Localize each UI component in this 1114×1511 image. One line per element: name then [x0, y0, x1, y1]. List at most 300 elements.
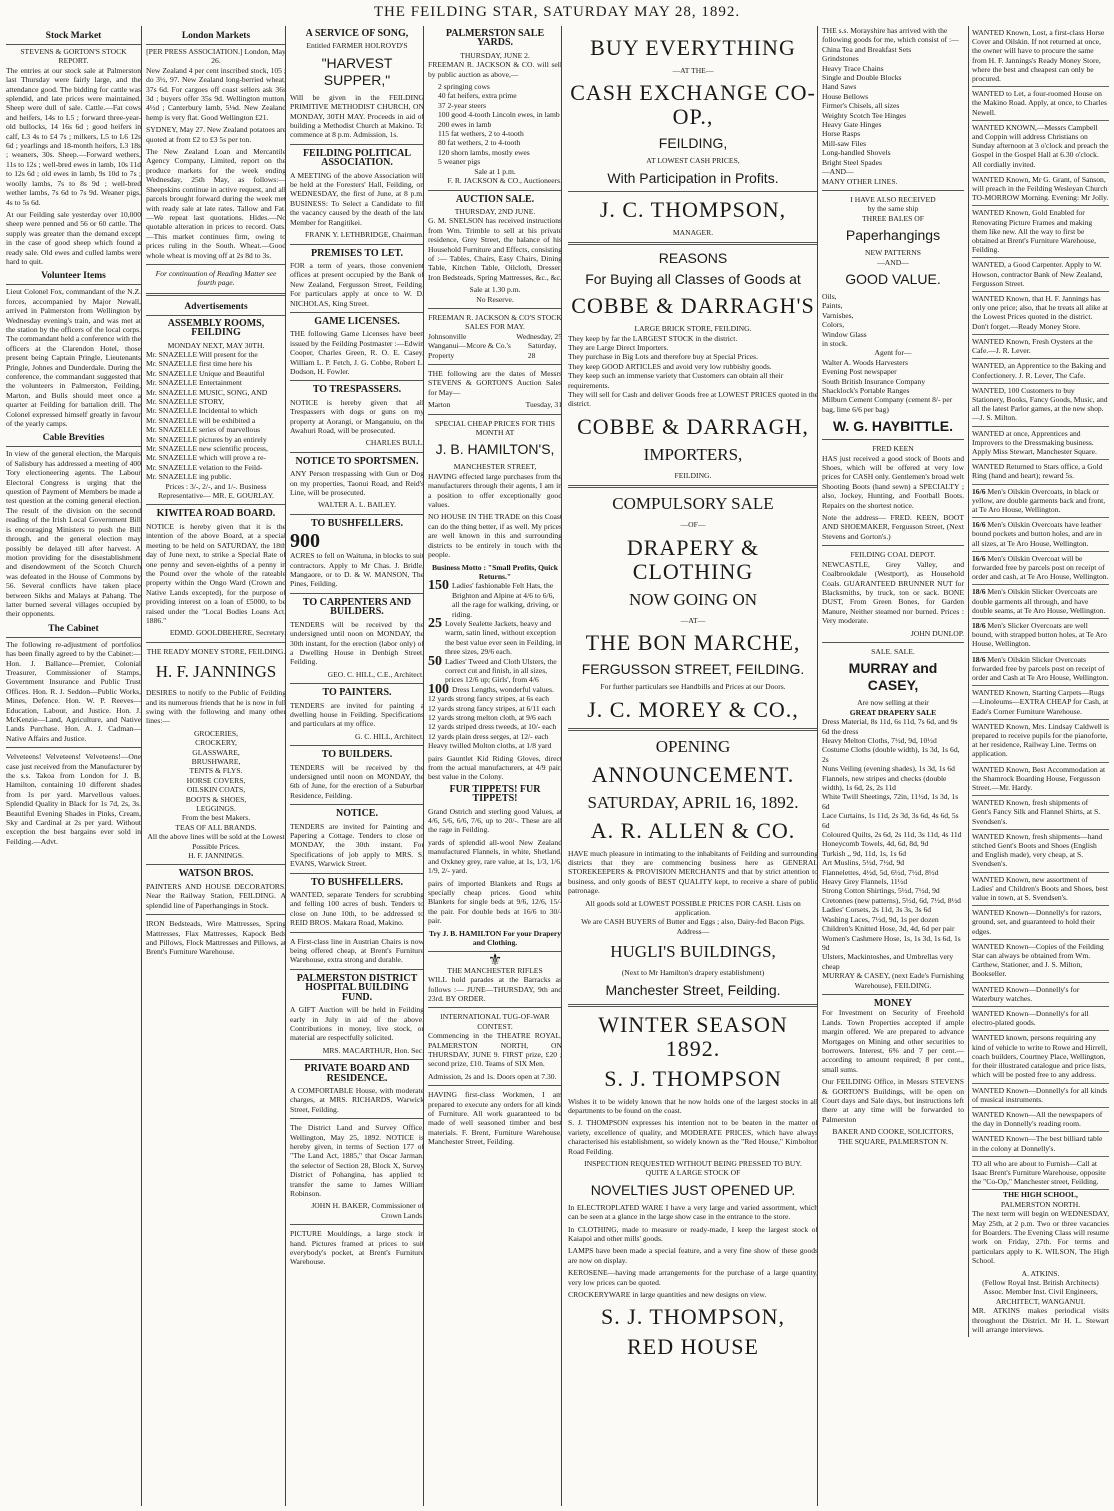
bushfellers-2-heading: TO BUSHFELLERS. — [310, 876, 404, 888]
wanted-ad: WANTED Known, Mrs. Lindsay Caldwell is prepared to receive pupils for the pianoforte, at her residence, Railway Line. Terms on application. — [972, 720, 1109, 763]
tug-of-war-admission: Admission, 2s and 1s. Doors open at 7.30. — [428, 1071, 557, 1081]
murray-casey: MURRAY and CASEY, — [848, 660, 938, 694]
hamilton-molton: Heavy twilled Molton cloths, at 1/8 yard — [428, 741, 552, 751]
volunteer-heading: Volunteer Items — [6, 270, 141, 285]
hamilton-body: HAVING effected large purchases from the manufacturers through their agents, I am in a position to offer exceptionally good values. — [428, 471, 562, 510]
special-prices-heading: SPECIAL CHEAP PRICES FOR THIS MONTH AT — [435, 418, 555, 438]
fred-keen-heading: FRED KEEN — [872, 444, 914, 454]
item-quantity: 150 — [428, 578, 449, 594]
list-item: 5 weaner pigs — [438, 157, 481, 167]
list-item: Cretonnes (new patterns), 5½d, 6d, 7½d, 8½d — [822, 895, 961, 905]
workmen-ad: HAVING first-class Workmen, I am prepared to execute any orders for all kinds of Furniture. All work guaranteed to be made of well seasoned timber and best materials. F. Brent, Furniture Warehouse, Manchester Street, Feilding. — [428, 1090, 562, 1147]
wanted-ad: WANTED Known, fresh shipments—hand stitched Gent's Boots and Shoes (English and English made), very cheap, at S. Svendsen's. — [972, 830, 1109, 873]
oilskin-ad-text: Men's Oilskin Slicker Overcoats are double garments all through, and have double seams, at Te Aro House, Wellington. — [972, 587, 1106, 615]
auction-body: G. M. SNELSON has received instructions from Wm. Trimble to sell at his private residence, Grey Street, the balance of his Household Furniture and Effects, consisting of :— Tables, Chairs, Easy Chairs, Dining Table, Kitchen Table, Oilcloth, Dresser, Iron Bedsteads, Spring Mattresses, &c., &c. — [428, 216, 562, 282]
masthead: THE FEILDING STAR, SATURDAY MAY 28, 1892. — [373, 4, 741, 20]
game-licenses-body: THE following Game Licenses have been issued by the Feilding Postmaster :—Edwin Cooper, Charles Green, R. O. E. Casey, William L. P. Fetch, J. G. Cobbe, Robert L. Dodson, H. Fowler. — [290, 329, 424, 376]
column-4 — [423, 26, 566, 1506]
list-item: They purchase in Big Lots and therefore buy at Special Prices. — [568, 352, 758, 362]
wanted-ad: WANTED, an Apprentice to the Baking and Confectionery. J. R. Lever, The Cafe. — [972, 359, 1109, 383]
atkins-sub: (Fellow Royal Inst. British Architects) Assoc. Member Inst. Civil Engineers, ARCHITECT, WANGANUI. — [982, 1277, 1099, 1306]
hamilton-blankets: pairs of imported Blankets and Rugs at specially cheap prices. Good white Blankets for single beds at 9/6, 12/6, 15/- the pair. For double beds at 16/6 to 30/- pair. — [428, 878, 562, 926]
premises-body: FOR a term of years, those convenient offices at present occupied by the Bank of New Zealand, Fergusson Street, Feilding. For particulars apply at once to W. D. NICHOLAS, King Street. — [290, 260, 424, 308]
hamilton-yards-list — [428, 694, 562, 741]
carpenters-heading: TO CARPENTERS AND BUILDERS. — [302, 596, 412, 618]
list-item: South British Insurance Company — [822, 376, 926, 386]
list-item: Washing Laces, 7½d, 9d, 1s per dozen — [822, 914, 939, 924]
wanted-ad: WANTED Known—Donnelly's for razors, ground, set, and guaranteed to hold their edges. — [972, 906, 1109, 940]
list-item: 100 good 4-tooth Lincoln ewes, in lamb — [438, 110, 560, 120]
list-item: 200 ewes in lamb — [438, 119, 492, 129]
list-item: Walter A. Woods Harvesters — [822, 357, 908, 367]
announcement: ANNOUNCEMENT. — [591, 761, 795, 787]
political-signature: FRANK Y. LETHBRIDGE, Chairman. — [305, 230, 424, 240]
morey: J. C. MOREY & CO., — [587, 696, 799, 722]
assembly-rooms-title: ASSEMBLY ROOMS, FEILDING — [167, 317, 265, 339]
column-3 — [285, 26, 428, 1506]
watson-name: WATSON BROS. — [178, 868, 254, 880]
list-item: Lace Curtains, 1s 11d, 2s 3d, 3s 6d, 4s 6d, 5s 6d — [822, 811, 959, 830]
list-item: Heavy Grey Flannels, 11½d — [822, 877, 908, 887]
hamilton-item — [428, 578, 562, 619]
agent-for: Agent for— — [874, 348, 912, 358]
by-same-ship: by the same ship — [867, 204, 919, 214]
oilskin-ad: 16/6 Men's Oilskin Overcoats have leather bound pockets and button holes, and are in all sizes, at Te Aro House, Wellington. — [972, 518, 1109, 552]
list-item: Grindstones — [822, 54, 859, 64]
baker-cooke-sub: THE SQUARE, PALMERSTON N. — [838, 1136, 948, 1146]
list-item: in stock. — [822, 338, 848, 348]
trespassers-body: NOTICE is hereby given that all Trespassers with dogs or guns on my property at Aorangi, or Manganuiu, on the Awahuri Road, will be prosecuted. — [290, 397, 424, 435]
list-item: Heavy Melton Cloths, 7½d, 9d, 10½d — [822, 735, 937, 745]
list-item: Mr. SNAZELLE will be exhibited a — [146, 415, 256, 425]
buy-everything: BUY EVERYTHING — [590, 35, 796, 60]
list-item: MANY OTHER LINES. — [822, 176, 898, 186]
list-item: Mr. SNAZELLE new scientific process, — [146, 444, 268, 454]
jannings-all: All the above lines will be sold at the Lowest Possible Prices. — [147, 832, 285, 851]
list-item: Ladies' Corsets, 2s 11d, 3s 3s, 3s 6d — [822, 905, 932, 915]
opening: OPENING — [655, 736, 731, 756]
picture-mouldings-ad: PICTURE Mouldings, a large stock in hand. Pictures framed at prices to suit everybody's pocket, at Brent's Furniture Warehouse. — [290, 1229, 424, 1267]
paperhangings: Paperhangings — [845, 227, 941, 244]
also-received: I HAVE ALSO RECEIVED — [850, 194, 936, 204]
wanted-ad: WANTED, 100 Customers to buy Stationery, Books, Fancy Goods, Music, and all the latest Parlor games, at the new shop.—J. S. Milton. — [972, 384, 1109, 427]
list-item: 115 fat wethers, 2 to 4-tooth — [438, 129, 524, 139]
list-item: BOOTS & SHOES, — [185, 794, 247, 804]
at-label: —AT— — [680, 615, 706, 625]
table-row — [428, 341, 562, 360]
notice-heading: NOTICE. — [336, 808, 378, 820]
atkins-body: MR. ATKINS makes periodical visits throughout the District. Mr H. L. Stewart will arrange interviews. — [972, 1306, 1109, 1335]
for-buying: For Buying all Classes of Goods at — [585, 271, 801, 288]
auction-date: THURSDAY, 2ND JUNE. — [454, 206, 536, 216]
song-subheading: Entitled FARMER HOLROYD'S — [306, 41, 408, 51]
list-item: Turkish ,, 9d, 11d, 1s, 1s 6d — [822, 848, 907, 858]
compulsory-sale: COMPULSORY SALE — [612, 494, 774, 514]
bushfellers-2-body: WANTED, separate Tenders for scrubbing and felling 100 acres of bush. Tenders to close on June 10th, to be addressed to REID BROS. Makara Road, Makino. — [290, 890, 424, 928]
list-item: 2 springing cows — [438, 82, 490, 92]
hamilton-item — [428, 653, 562, 685]
list-item: Ulsters, Mackintoshes, and Umbrellas very cheap — [822, 952, 954, 971]
bushfellers-heading: TO BUSHFELLERS. — [310, 517, 404, 529]
snazelle-list — [146, 350, 286, 482]
jannings-from: From the best Makers. — [181, 813, 251, 823]
kiwitea-signature: EDMD. GOOLDBEHERE, Secretary. — [169, 628, 286, 638]
continuation-note: For continuation of Reading Matter see fourth page. — [155, 268, 277, 288]
novelties: NOVELTIES JUST OPENED UP. — [590, 1181, 796, 1198]
sale-yards-date: THURSDAY, JUNE 2. — [460, 50, 530, 60]
table-cell: Wednesday, 25 — [516, 331, 562, 341]
list-item: Hand Saws — [822, 82, 857, 92]
oilskin-ad-text: Men's Oilskin Slicker Overcoats forwarded free by parcels post on receipt of order and Cash at Te Aro House, Wellington. — [972, 654, 1109, 682]
list-item: 80 fat wethers, 2 to 4-tooth — [438, 138, 521, 148]
item-description: Dress Lengths, wonderful values. — [452, 684, 554, 694]
ready-money-store: THE READY MONEY STORE, FEILDING. — [146, 646, 286, 656]
list-item: They are Large Direct Importers. — [568, 343, 669, 353]
list-item: They keep GOOD ARTICLES and avoid very low rubbishy goods. — [568, 361, 772, 371]
wanted-ad: WANTED Known, Starting Carpets—Rugs—Linoleums—EXTRA CHEAP for Cash, at Eade's Corner Furniture Warehouse. — [972, 686, 1109, 720]
oilskin-ad: 18/6 Men's Slicker Overcoats are well bound, with strapped button holes, at Te Aro House, Wellington. — [972, 619, 1109, 653]
fergusson-street: FERGUSSON STREET, FEILDING. — [581, 661, 805, 678]
oilskin-ad: 16/6 Men's Oilskin Overcoat will be forwarded free by parcels post on receipt of order and cash, at Te Aro House, Wellington. — [972, 552, 1109, 586]
item-quantity: 25 — [428, 615, 442, 631]
hamilton-gloves: pairs Gauntlet Kid Riding Gloves, direct from the actual manufacturers, at 4/9 pair, best value in the Colony. — [428, 753, 562, 782]
list-item: OILSKIN COATS, — [186, 785, 246, 795]
murray-sub: Are now selling at their — [857, 698, 929, 708]
saturday-date: SATURDAY, APRIL 16, 1892. — [587, 792, 799, 812]
table-cell: Johnsonville — [428, 331, 467, 341]
item-quantity: 50 — [428, 653, 442, 669]
land-office-signature: JOHN H. BAKER, Commissioner of Crown Lands. — [311, 1201, 424, 1220]
column-5 — [561, 26, 824, 1506]
game-licenses-heading: GAME LICENSES. — [314, 315, 400, 327]
hospital-fund-signature: MRS. MACARTHUR, Hon. Sec. — [322, 1045, 424, 1055]
sj-thompson: S. J. THOMPSON — [604, 1065, 782, 1091]
column-6 — [817, 26, 1114, 1506]
haybittle: W. G. HAYBITTLE. — [832, 418, 954, 435]
fred-keen-signature: Note the address— FRED. KEEN, BOOT AND SHOEMAKER, Fergusson Street, (Next Stevens and Gorton's.) — [822, 513, 964, 541]
list-item: Colors, — [822, 320, 845, 330]
nz-loan-report: The New Zealand Loan and Mercantile Agency Company, Limited, report on the produce markets for the week ending Wednesday, 25th May, as follows:— Sheepskins continue in active request, and all parcels brought forward during the week met with ready sale at late rates. Tallow and Fat.—We repeat last quotations. Hides.—No quotable alteration in prices to record. Oats.—This market continues firm, owing to prices ruling in the South. Wheat.—Good whole wheat is moving off at 2s 8d to 3s. — [146, 147, 286, 260]
column-6-right — [968, 26, 1109, 1337]
political-body: A MEETING of the above Association will be held at the Foresters' Hall, Feilding, on WEDNESDAY, the first of June, at 8 p.m. BUSINESS: To Select a Candidate to fill the vacancy caused by the death of the late Member for Rangitikei. — [290, 170, 424, 227]
wanted-ad: WANTED to Let, a four-roomed House on the Makino Road. Apply, at once, to Charles Newell. — [972, 87, 1109, 121]
list-item: Flannelettes, 4½d, 5d, 6½d, 7½d, 8½d — [822, 867, 939, 877]
list-item: Nuns Veiling (evening shades), 1s 3d, 1s 6d — [822, 764, 955, 774]
list-item: Mr. SNAZELLE Incidental to which — [146, 406, 258, 416]
sale-yards-heading: PALMERSTON SALE YARDS. — [445, 28, 545, 49]
hugli-buildings: HUGLI'S BUILDINGS, — [610, 942, 776, 962]
item-description: Lovely Sealette Jackets, heavy and warm, satin lined, without exception the best value ever seen in Feilding, in three sizes, 29/6 each. — [445, 618, 562, 657]
column-1 — [2, 26, 145, 1506]
private-board-heading: PRIVATE BOARD AND RESIDENCE. — [304, 1063, 410, 1084]
murray-list — [822, 717, 964, 971]
cabinet-body: The following re-adjustment of portfolios has been finally agreed to by the Cabinet:— Hon. J. Ballance—Premier, Colonial Treasurer, Commissioner of Stamps, Government Insurance and Public Trust Offices. Hon. R. J. Seddon—Public Works, Mines, Defence. Hon. W. P. Reeves—Education, Labour, and Justice. Hon. J. McKenzie—Land, Agriculture, and Native Lands Purchase. Hon. A. J. Cadman—Native Affairs and Justice. — [6, 639, 141, 743]
list-item: 12 yards strong fancy stripes, at 6s each — [428, 694, 550, 704]
importers: IMPORTERS, — [643, 444, 743, 464]
kiwitea-heading: KIWITEA ROAD BOARD. — [156, 508, 276, 520]
cabinet-heading: The Cabinet — [6, 623, 141, 638]
three-bales: THREE BALES OF — [861, 213, 925, 223]
stock-market-heading: Stock Market — [6, 30, 141, 45]
london-subheading: [PER PRESS ASSOCIATION.] London, May 26. — [146, 47, 286, 66]
hamilton-try: Try J. B. HAMILTON For your Drapery and Clothing. — [428, 928, 562, 947]
list-item: Mr. SNAZELLE first time here his — [146, 359, 253, 369]
red-house: RED HOUSE — [627, 1334, 759, 1360]
table-cell: Marton — [428, 400, 451, 410]
austrian-chairs-ad: A First-class line in Austrian Chairs is now being offered cheap, at Brent's Furniture Warehouse, extra strong and durable. — [290, 936, 424, 965]
list-item: Long-handled Shovels — [822, 148, 891, 158]
cash-exchange: CASH EXCHANGE CO-OP., — [570, 80, 816, 130]
good-value: GOOD VALUE. — [845, 270, 941, 287]
oils-list — [822, 292, 964, 348]
wanted-ad: WANTED Known, that H. F. Jannings has only one price; also, that he treats all alike at the Lowest Prices quoted in the district. Don't forget.—Ready Money Store. — [972, 292, 1109, 335]
oilskin-ad-text: Men's Oilskin Overcoats have leather bound pockets and button holes, and are in all sizes, at Te Aro House, Wellington. — [972, 520, 1102, 548]
wanted-ad: WANTED KNOWN,—Messrs Campbell and Coppin will address Christians on Sunday afternoon at 3 o'clock and preach the Gospel in the Gospel Hall at 6.30 o'clock. All cordially invited. — [972, 121, 1109, 173]
manchester-street: Manchester Street, Feilding. — [605, 981, 781, 998]
oilskin-ad-text: Men's Oilskin Overcoat will be forwarded free by parcels post on receipt of order and cash, at Te Aro House, Wellington. — [972, 553, 1109, 582]
money-body: For Investment on Security of Freehold Lands. Town Properties accepted if ample margin offered. We are prepared to advance Mortgages on Mining and other securities to borrowers. Interest, 6% and 7 per cent.—according to amount required; 8 per cent., small sums. — [822, 1008, 964, 1074]
list-item: GROCERIES, — [193, 728, 239, 738]
list-item: Mr. SNAZELLE Will present for the — [146, 349, 258, 359]
feilding-label: FEILDING, — [658, 135, 728, 152]
list-item: Dress Material, 8s 11d, 6s 11d, 7s 6d, and 9s 6d the dress — [822, 717, 958, 736]
iron-bedsteads-ad: IRON Bedsteads, Wire Mattresses, Spring Mattresses, Flax Mattresses, Kapock Beds and Pillows, Flock Mattresses and Pillows, at Brent's Furniture Warehouse. — [146, 919, 286, 957]
sj-thompson-body-2: S. J. THOMPSON expresses his intention not to be beaten in the matter of variety, excellence of quality, and MODERATE PRICES, which have always characterised his establishment, so widely known as the "Red House," Kimbolton Road Feilding. — [568, 1118, 818, 1156]
fred-keen-body: HAS just received a good stock of Boots and Shoes, which will be offered at very low prices for CASH only. Gentlemen's broad welt Shooting Boots (hand sewn) a SPECIALTY ; also, Jockey, Hunting, and Football Boots. Repairs on the shortest notice. — [822, 453, 964, 510]
list-item: 120 shorn lambs, mostly ewes — [438, 147, 530, 157]
list-item: Children's Knitted Hose, 3d, 4d, 6d per pair — [822, 924, 955, 934]
lowest-prices: AT LOWEST CASH PRICES, — [646, 156, 740, 166]
large-brick-store: LARGE BRICK STORE, FEILDING. — [634, 324, 752, 334]
column-2 — [141, 26, 290, 1506]
wanted-ad: WANTED Known—Copies of the Feilding Star can always be obtained from Wm. Carthew, Stationer, and J. S. Milton, Bookseller. — [972, 940, 1109, 983]
painters-body: TENDERS are invited for painting a dwelling house in Feilding. Specifications and particulars at my office. — [290, 700, 424, 729]
list-item: Bright Steel Spades — [822, 157, 882, 167]
of-label: —OF— — [680, 520, 706, 530]
wanted-ad: WANTED Known—Donnelly's for all kinds of musical instruments. — [972, 1084, 1109, 1108]
auction-reserve: No Reserve. — [476, 294, 514, 304]
table-cell: Tuesday, 31 — [525, 400, 562, 410]
tug-of-war-body: Commencing in the THEATRE ROYAL, PALMERSTON NORTH, ON THURSDAY, JUNE 9. FIRST prize, £20 ; second prize, £10. Teams of SIX Men. — [428, 1031, 562, 1069]
hamilton-street: MANCHESTER STREET, — [453, 462, 537, 472]
crest-icon: ⚜ — [487, 952, 503, 970]
list-item: Mr. SNAZELLE ing public. — [146, 472, 232, 482]
list-item: Milburn Cement Company (cement 8/- per bag, lime 6/6 per bag) — [822, 395, 953, 414]
wanted-ad: WANTED Known, Fresh Oysters at the Cafe.—J. R. Lever. — [972, 335, 1109, 359]
oilskin-ad: 16/6 Men's Oilskin Overcoats, in black or yellow, are double garments back and front, at Te Aro House, Wellington. — [972, 485, 1109, 519]
list-item: China Tea and Breakfast Sets — [822, 44, 912, 54]
list-item: 12 yards strong melton cloth, at 9/6 each — [428, 713, 552, 722]
lamps: LAMPS have been made a special feature, and a very fine show of these goods are now on display. — [568, 1246, 818, 1265]
winter-season: WINTER SEASON 1892. — [598, 1011, 788, 1061]
stock-report-body-2: At our Feilding sale yesterday over 10,000 sheep were penned and 56 or 60 cattle. The supply was greater than the demand except in the case of good sheep which found a ready sale. Old ewes and culled lambs were hard to quit. — [6, 209, 141, 266]
atkins-heading: A. ATKINS. — [1021, 1268, 1060, 1278]
list-item: CROCKERY, — [195, 738, 237, 748]
list-item: Art Muslins, 5½d, 7½d, 9d — [822, 858, 905, 868]
next-to: (Next to Mr Hamilton's drapery establishment) — [621, 968, 765, 978]
jannings-lines — [146, 729, 286, 814]
kiwitea-body: NOTICE is hereby given that it is the intention of the above Board, at a special meeting to be held on SATURDAY, the 18th day of June next, to strike a Special Rate of one penny and seven-eighths of a penny in the Pound over the whole of the rateable property within the Ongo Ward (Crown and Native Lands excepted), for the purpose of providing interest on a loan of £5000, to be raised under the "Local Bodies Loans Act, 1886." — [146, 521, 286, 625]
trespassers-heading: TO TRESPASSERS. — [312, 384, 402, 396]
stevens-gorton-notice: THE following are the dates of Messrs STEVENS & GORTON'S Auction Sales for May— — [428, 369, 562, 397]
bushfellers-acres: 900 — [290, 530, 320, 553]
drapery-clothing: DRAPERY & CLOTHING — [626, 534, 760, 584]
list-item: Heavy Gate Hinges — [822, 120, 882, 130]
allen-heading: A. R. ALLEN & CO. — [590, 817, 796, 843]
list-item: LEGGINGS. — [196, 804, 236, 814]
column-6-left — [822, 26, 964, 1146]
list-item: 37 2-year steers — [438, 100, 487, 110]
list-item: Single and Double Blocks — [822, 73, 902, 83]
inspection: INSPECTION REQUESTED WITHOUT BEING PRESSED TO BUY. — [584, 1159, 802, 1168]
list-item: 12 yards plain dress serges, at 12/- each — [428, 731, 549, 741]
wanted-ad: WANTED known, persons requiring any kind of vehicle to write to Rowe and Hirrell, coach builders, Courtney Place, Wellington, for their illustrated catalogue and price lists, which will be posted free to any address. — [972, 1031, 1109, 1083]
land-office-notice: The District Land and Survey Office, Wellington, May 25, 1892. NOTICE is hereby given, in terms of Section 177 of "The Land Act, 1885," that Oscar Jarman, the selector of Section 28, Block X, Survey District of Pohangina, has applied to transfer the same to James William Robinson. — [290, 1123, 424, 1198]
list-item: Costume Cloths (double width), 1s 3d, 1s 6d, 2s — [822, 745, 960, 764]
sale-sale: SALE. SALE. — [871, 646, 915, 656]
agent-list — [822, 358, 964, 414]
money-office: Our FEILDING Office, in Messrs STEVENS & GORTON'S Buildings, will be open on Court days and Sale days, but instructions left there at any time will be forwarded to Palmerston — [822, 1077, 964, 1124]
cash-buyers: We are CASH BUYERS of Butter and Eggs ; also, Dairy-fed Bacon Pigs. — [581, 917, 805, 927]
participation-profits: With Participation in Profits. — [607, 169, 779, 186]
hamilton-motto: Business Motto : "Small Profits, Quick Returns." — [431, 562, 558, 581]
list-item: Heavy Trace Chains — [822, 63, 884, 73]
advertisements-heading: Advertisements — [146, 301, 286, 316]
auction-heading: AUCTION SALE. — [455, 193, 535, 205]
jannings-body: DESIRES to notify to the Public of Feilding and its numerous friends that he is now in full swing with the following and many other lines:— — [146, 688, 286, 726]
sale-time: Sale at 1 p.m. — [474, 166, 516, 176]
murray-signature: MURRAY & CASEY, (next Eade's Furnishing Warehouse), FEILDING. — [822, 971, 964, 990]
service-of-song-heading: A SERVICE OF SONG, — [305, 28, 409, 39]
wanted-ad: TO all who are about to Furnish—Call at Isaac Brent's Furniture Warehouse, opposite the "Co-Op," Manchester street, Feilding. — [972, 1157, 1109, 1191]
list-item: Mill-saw Files — [822, 138, 867, 148]
sale-yards-signature: F. R. JACKSON & CO., Auctioneers. — [447, 176, 562, 186]
all-goods: All goods sold at LOWEST POSSIBLE PRICES FOR CASH. Lists on application. — [585, 898, 801, 917]
stock-report-body: The entries at our stock sale at Palmerston last Thursday were fairly large, and the attendance good. The bidding for cattle was splendid, and late prices were maintained. Sheep were dull of sale. Cattle.—Fat cows and heifers, 14s to L5 ; forward three-year-old bullocks, 14 16s 6d ; good heifers in calf, L3 4s to £4 7s ; milkers, L5 to L6 12s 6d ; yearlings and 18-month heifers, L3 18s ; weaners, 30s. Sheep.—Forward wethers, 11s to 12s ; well-bred ewes in lamb, 10s 11d to 12s 6d ; old ewes in lamb, 9s 10d to 7s ; woolly lambs, 7s to 8s 9d ; well-bred wether lambs, 7s 6d to 7s 9d. Weaner pigs, 4s to 5s 6d. — [6, 65, 141, 207]
allen-body: HAVE much pleasure in intimating to the inhabitants of Feilding and surrounding districts that they are commencing business here as GENERAL STOREKEEPERS & PROVISION MERCHANTS and that by strict attention to business, and only goods of BEST QUALITY kept, to receive a share of public patronage. — [568, 848, 818, 896]
list-item: Varnishes, — [822, 310, 854, 320]
london-body: New Zealand 4 per cent inscribed stock, 105 ; do 3½, 97. New Zealand long-berried wheat, 37s 6d. For cargoes off coast sellers ask 36s 3d ; buyers offer 35s 9d. Wellington mutton, 4½d ; Canterbury lamb, 5⅛d. New Zealand hemp is very flat. Good Wellington £21. — [146, 65, 286, 122]
wanted-ad: WANTED at once, Apprentices and Improvers to the Dressmaking business. Apply Miss Stewart, Manchester Square. — [972, 427, 1109, 461]
jc-thompson: J. C. THOMPSON, — [599, 196, 787, 222]
list-item: 12 yards striped dress tweeds, at 10/- each — [428, 722, 557, 732]
sale-yards-list — [428, 82, 562, 167]
list-item: Paints, — [822, 301, 843, 311]
list-item: THE s.s. Morayshire has arrived with the following goods for me, which consist of :— — [822, 26, 959, 45]
table-cell: Saturday, 28 — [527, 341, 557, 360]
sj-thompson-body: Wishes it to be widely known that he now holds one of the largest stocks in all departments to be found on the coast. — [568, 1096, 818, 1115]
item-description: Ladies' Tweed and Cloth Ulsters, the correct cut and finish, in all sizes, prices 12/6 up; Girls', from 4/6 — [445, 656, 557, 685]
cobbe-darragh-2: COBBE & DARRAGH, — [577, 413, 809, 439]
list-item: Mr. SNAZELLE Entertainment — [146, 378, 242, 388]
bon-marche: THE BON MARCHE, — [585, 630, 801, 656]
tug-of-war-heading: INTERNATIONAL TUG-OF-WAR CONTEST. — [440, 1012, 550, 1031]
table-row — [428, 400, 562, 409]
stock-report-subheading: STEVENS & GORTON'S STOCK REPORT. — [20, 47, 127, 66]
hospital-fund-heading: PALMERSTON DISTRICT HOSPITAL BUILDING FUND. — [296, 972, 418, 1003]
coal-depot-heading: FEILDING COAL DEPOT. — [850, 550, 936, 560]
and-label: —AND— — [877, 257, 909, 267]
address-label: Address— — [676, 926, 710, 936]
oilskin-ad-text: Men's Oilskin Overcoats, in black or yellow, are double garments back and front, at Te Aro House, Wellington. — [972, 486, 1106, 514]
jannings-name: H. F. JANNINGS — [155, 662, 277, 682]
oilskin-ad-text: Men's Slicker Overcoats are well bound, with strapped button holes, at Te Aro House, Wellington. — [972, 620, 1107, 649]
at-the: —AT THE— — [672, 66, 714, 75]
wanted-ad: WANTED Known—Donnelly's for all electro-plated goods. — [972, 1007, 1109, 1031]
palmerston-north: PALMERSTON NORTH. — [1000, 1199, 1081, 1209]
hospital-fund-body: A GIFT Auction will be held in Feilding early in July in aid of the above. Contributions in money, live stock, or material are respectfully solicited. — [290, 1005, 424, 1043]
list-item: Mr. SNAZELLE Unique and Beautiful — [146, 368, 265, 378]
list-item: Flannels, new stripes and checks (double width), 1s 6d, 2s, 2s 11d — [822, 773, 947, 792]
sportsmen-body: ANY Person trespassing with Gun or Dog on my properties, Taonui Road, and Reid's Line, will be prosecuted. — [290, 469, 424, 498]
list-item: Strong Cotton Shirtings, 5½d, 7½d, 9d — [822, 886, 940, 896]
watson-body: PAINTERS AND HOUSE DECORATORS. Near the Railway Station, FEILDING. A splendid line of Paperhangings in Stock. — [146, 881, 286, 910]
wanted-ad: WANTED Known, Best Accommodation at the Shamrock Boarding House, Fergusson Street.—Mr. Hardy. — [972, 763, 1109, 797]
list-item: Shacklock's Portable Ranges — [822, 386, 910, 395]
wanted-ad: WANTED, a Good Carpenter. Apply to W. Howson, contractor Bank of New Zealand, Fergusson Street. — [972, 258, 1109, 292]
list-item: They keep such an immense variety that Customers can obtain all their requirements. — [568, 371, 784, 390]
list-item: House Bellows — [822, 91, 869, 101]
hamilton-ostrich: Grand Ostrich and sterling good Values, at 4/6, 5/6, 6/6, 7/6, up to 20/-. These are all the rage in Feilding. — [428, 806, 562, 835]
item-quantity: 100 — [428, 681, 449, 697]
wanted-ad: WANTED Known, Gold Enabled for Renovating Picture Frames and making them like new. All the way to first be obtained at Brent's Furniture Warehouse, Feilding. — [972, 206, 1109, 258]
oilskin-ad: 18/6 Men's Oilskin Slicker Overcoats are double garments all through, and have double seams, at Te Aro House, Wellington. — [972, 585, 1109, 619]
list-item: Firmer's Chisels, all sizes — [822, 101, 900, 111]
wanted-ad: WANTED Known, fresh shipments of Gent's Fancy Silk and Flannel Shirts, at S. Svendsen's. — [972, 796, 1109, 830]
painters-heading: TO PAINTERS. — [322, 687, 392, 699]
high-school-body: The next term will begin on WEDNESDAY, May 25th, at 2 p.m. Two or three vacancies for Boarders. The Evening Class will resume work on Friday, 27th. For terms and particulars apply to K. WILSON, The High School. — [972, 1209, 1109, 1266]
builders-body: TENDERS will be received by the undersigned until noon on MONDAY, the 6th of June, for the erection of a Suburban Residence, Feilding. — [290, 762, 424, 800]
table-cell: Wanganui—Mcore & Co.'s Property — [428, 341, 511, 360]
cable-body: In view of the general election, the Marquis of Salisbury has addressed a meeting of 400 Tory electioneering agents. The Labour Electoral Congress is urging that the question of Payment of Members be made a test question at the coming general election. The result of the division on the second reading of the Irish Local Government Bill is encouraging Ministers to push the Bill through, and the general election may possibly be delayed till after harvest. A motion providing for the disestablishment and disendowment of the Scotch Church was defeated in the House of Commons by 56. Several conflicts have taken place between Sikhs and Malays at Pahang. The latter burned several villages occupied by their opponents. — [6, 449, 141, 619]
rifles-body: WILL hold parades at the Barracks as follows :— JUNE—THURSDAY, 9th and 23rd. BY ORDER. — [428, 975, 562, 1003]
cobbe-darragh-heading: COBBE & DARRAGH'S — [571, 293, 815, 319]
list-item: Horse Rasps — [822, 129, 861, 139]
carpenters-signature: GEO. C. HILL, C.E., Architect. — [327, 669, 424, 679]
reasons-heading: REASONS — [658, 250, 728, 267]
list-item: Mr. SNAZELLE series of marvellous — [146, 425, 261, 435]
wanted-ad: WANTED Known, Lost, a first-class Horse Cover and Oilskin. If not returned at once, the owner will have to procure the same from H. F. Jannings's Ready Money Store, where the best and cheapest can only be procured. — [972, 26, 1109, 87]
rifles-heading: THE MANCHESTER RIFLES — [447, 965, 543, 975]
hamilton-name: J. B. HAMILTON'S, — [435, 441, 555, 458]
sj-thompson-2: S. J. THOMPSON, — [601, 1304, 785, 1330]
premises-heading: PREMISES TO LET. — [311, 247, 403, 259]
wanted-ad: WANTED Returned to Stars office, a Gold Ring (hand and heart); reward 5s. — [972, 460, 1109, 484]
list-item: They will sell for Cash and deliver Goods free at LOWEST PRICES quoted in the district. — [568, 390, 818, 409]
reasons-list — [568, 334, 818, 409]
list-item: 40 fat heifers, extra prime — [438, 91, 517, 101]
list-item: Mr. SNAZELLE velation to the Feild- — [146, 462, 263, 472]
money-heading: MONEY — [873, 997, 913, 1009]
table-row — [428, 332, 562, 341]
bushfellers-body: ACRES to fell on Waituna, in blocks to suit contractors. Apply to Mr Chas. J. Bridle, Mangaore, or to D. & W. MANSON, The Pines, Feilding. — [290, 551, 424, 589]
list-item: Mr. SNAZELLE MUSIC, SONG, AND — [146, 387, 268, 397]
kerosene: KEROSENE—having made arrangements for the purchase of a large quantity, very low prices can be quoted. — [568, 1268, 818, 1287]
volunteer-body: Lieut Colonel Fox, commandant of the N.Z. forces, accompanied by Major Newall, arrived in Palmerston from Wellington by Wednesday evening's train, and was met at the station by the officers of the local corps. The commandant held a conference with the officers at the Clarendon Hotel, those present being Captain Pringle, Lieutenants Pringle, Johnes and Dunderdale. During the conference, the commandant suggested that the volunteers in Palmerston, Feilding, Marton, and Bulls should meet once a quarter at Feilding for battalion drill. The Colonel expressed himself greatly in favour of the yearly camps. — [6, 287, 141, 429]
handbills-note: For further particulars see Handbills and Prices at our Doors. — [600, 682, 786, 692]
now-going-on: NOW GOING ON — [628, 589, 758, 609]
wanted-ad: WANTED Known, Mr G. Grant, of Sanson, will preach in the Feilding Wesleyan Church TO-MORROW Morning. Evening: Mr Jolly. — [972, 173, 1109, 207]
manager-label: MANAGER. — [672, 227, 714, 237]
wanted-ad: WANTED Known—All the newspapers of the day in Donnelly's reading room. — [972, 1108, 1109, 1132]
list-item: Oils, — [822, 291, 837, 301]
clothing: In CLOTHING, made to measure or ready-made, I keep the largest stock of Kaiapoi and other mills' goods. — [568, 1224, 818, 1244]
hamilton-flannels: yards of splendid all-wool New Zealand manufactured Flannels, in white, Shetland, and Oxkney grey, rare value, at 1s, 1/3, 1/6, 1/9, 2/- yard. — [428, 837, 562, 876]
political-association-heading: FEILDING POLITICAL ASSOCIATION. — [302, 147, 412, 169]
auction-time: Sale at 1.30 p.m. — [469, 285, 521, 295]
assembly-date: MONDAY NEXT, MAY 30TH. — [167, 340, 265, 350]
morayshire-list — [822, 26, 964, 186]
